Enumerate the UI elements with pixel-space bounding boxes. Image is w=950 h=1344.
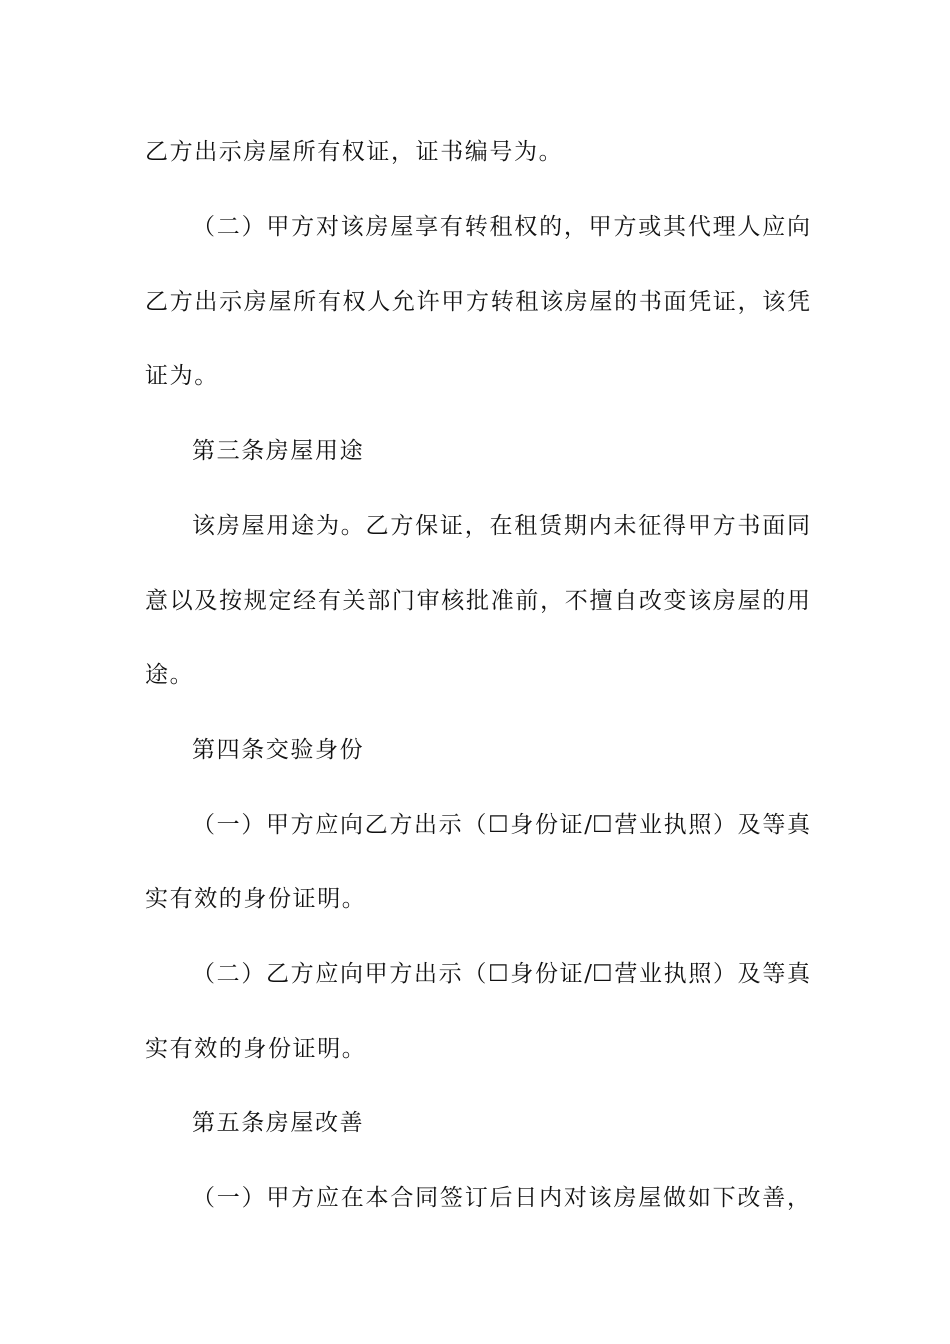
text-line: 实有效的身份证明。 bbox=[145, 1036, 367, 1062]
text-line: 实有效的身份证明。 bbox=[145, 886, 367, 912]
text-line: （二）甲方对该房屋享有转租权的，甲方或其代理人应向 bbox=[192, 214, 810, 240]
text-line: （一）甲方应在本合同签订后日内对该房屋做如下改善， bbox=[192, 1185, 810, 1211]
text-line: 该房屋用途为。乙方保证，在租赁期内未征得甲方书面同 bbox=[192, 513, 810, 539]
text-line: （二）乙方应向甲方出示（☐身份证/☐营业执照）及等真 bbox=[192, 961, 810, 987]
section-heading: 第五条房屋改善 bbox=[192, 1110, 365, 1136]
section-heading: 第三条房屋用途 bbox=[192, 438, 365, 464]
text-line: 乙方出示房屋所有权人允许甲方转租该房屋的书面凭证，该凭 bbox=[145, 289, 810, 315]
text-line: （一）甲方应向乙方出示（☐身份证/☐营业执照）及等真 bbox=[192, 812, 810, 838]
text-line: 途。 bbox=[145, 662, 195, 688]
text-line: 意以及按规定经有关部门审核批准前，不擅自改变该房屋的用 bbox=[145, 588, 810, 614]
text-line: 证为。 bbox=[145, 363, 219, 389]
section-heading: 第四条交验身份 bbox=[192, 737, 365, 763]
text-line: 乙方出示房屋所有权证，证书编号为。 bbox=[145, 139, 564, 165]
